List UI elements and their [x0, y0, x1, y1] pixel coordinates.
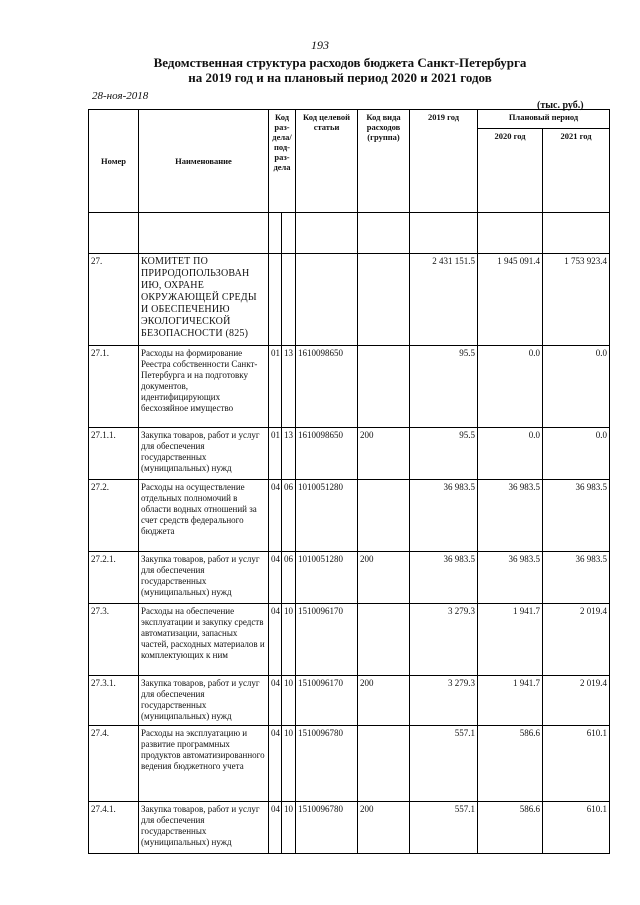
- row-value-2021: 36 983.5: [543, 552, 610, 604]
- table-row: [89, 802, 610, 854]
- row-value-2019: 36 983.5: [410, 552, 478, 604]
- row-subsection: 10: [282, 802, 296, 854]
- table-row: [89, 428, 610, 480]
- col-target-header: Код целевой статьи: [296, 110, 358, 213]
- row-expense-type: [358, 480, 410, 552]
- row-expense-type: [358, 346, 410, 428]
- row-value-2021: 610.1: [543, 726, 610, 802]
- col-expense-type-header: Код вида расходов (группа): [358, 110, 410, 213]
- table-row: [89, 552, 610, 604]
- row-number: 27.4.: [89, 726, 139, 802]
- col-2020-header: 2020 год: [478, 129, 543, 213]
- col-section-header: Код раз- дела/ под- раз- дела: [269, 110, 296, 213]
- row-expense-type: 200: [358, 676, 410, 726]
- row-value-2019: 95.5: [410, 428, 478, 480]
- row-name: Расходы на формирование Реестра собственности Санкт-Петербурга и на подготовку документов, идентифицирующих бесхозяйное имущество: [139, 346, 269, 428]
- row-value-2020: 36 983.5: [478, 552, 543, 604]
- row-value-2020: 1 945 091.4: [478, 254, 543, 346]
- row-value-2019: 2 431 151.5: [410, 254, 478, 346]
- document-date: 28-ноя-2018: [92, 90, 149, 102]
- col-name-header: Наименование: [139, 110, 269, 213]
- col-number-header: Номер: [89, 110, 139, 213]
- row-subsection: 10: [282, 604, 296, 676]
- row-section: 04: [269, 604, 282, 676]
- table-row: [89, 676, 610, 726]
- row-target: 1610098650: [296, 428, 358, 480]
- row-value-2019: 95.5: [410, 346, 478, 428]
- row-number: 27.: [89, 254, 139, 346]
- row-number: 27.3.1.: [89, 676, 139, 726]
- row-number: 27.2.: [89, 480, 139, 552]
- row-expense-type: [358, 726, 410, 802]
- row-number: 27.1.: [89, 346, 139, 428]
- row-name: Расходы на эксплуатацию и развитие программных продуктов автоматизированного ведения бюджетного учета: [139, 726, 269, 802]
- row-value-2020: 586.6: [478, 802, 543, 854]
- row-section: 01: [269, 346, 282, 428]
- row-name: Закупка товаров, работ и услуг для обеспечения государственных (муниципальных) нужд: [139, 802, 269, 854]
- row-value-2019: 36 983.5: [410, 480, 478, 552]
- units-label: (тыс. руб.): [537, 100, 584, 111]
- row-number: 27.4.1.: [89, 802, 139, 854]
- title-line-1: Ведомственная структура расходов бюджета Санкт-Петербурга: [153, 55, 527, 70]
- row-expense-type: 200: [358, 552, 410, 604]
- row-value-2021: 2 019.4: [543, 604, 610, 676]
- row-value-2019: 3 279.3: [410, 604, 478, 676]
- header-row: [89, 110, 610, 129]
- row-number: 27.1.1.: [89, 428, 139, 480]
- table-row: [89, 726, 610, 802]
- col-2019-header: 2019 год: [410, 110, 478, 213]
- row-target: 1010051280: [296, 480, 358, 552]
- page-number: 193: [311, 38, 329, 52]
- row-value-2020: 0.0: [478, 346, 543, 428]
- document-title: [150, 55, 530, 85]
- row-name: Расходы на обеспечение эксплуатации и закупку средств автоматизации, запасных частей, расходных материалов и комплектующих к ним: [139, 604, 269, 676]
- row-value-2020: 36 983.5: [478, 480, 543, 552]
- row-name: Закупка товаров, работ и услуг для обеспечения государственных (муниципальных) нужд: [139, 428, 269, 480]
- row-target: 1510096170: [296, 676, 358, 726]
- row-expense-type: 200: [358, 428, 410, 480]
- row-target: [296, 254, 358, 346]
- row-value-2021: 0.0: [543, 428, 610, 480]
- row-value-2019: 557.1: [410, 802, 478, 854]
- row-target: 1010051280: [296, 552, 358, 604]
- row-expense-type: 200: [358, 802, 410, 854]
- row-subsection: 06: [282, 480, 296, 552]
- row-name: Закупка товаров, работ и услуг для обеспечения государственных (муниципальных) нужд: [139, 552, 269, 604]
- row-subsection: 13: [282, 428, 296, 480]
- row-number: 27.2.1.: [89, 552, 139, 604]
- row-section: 04: [269, 726, 282, 802]
- row-name: Расходы на осуществление отдельных полномочий в области водных отношений за счет средств федерального бюджета: [139, 480, 269, 552]
- row-value-2020: 0.0: [478, 428, 543, 480]
- row-value-2020: 1 941.7: [478, 604, 543, 676]
- row-subsection: [282, 254, 296, 346]
- row-section: 01: [269, 428, 282, 480]
- table-row: [89, 254, 610, 346]
- row-section: 04: [269, 480, 282, 552]
- row-subsection: 13: [282, 346, 296, 428]
- row-subsection: 10: [282, 676, 296, 726]
- row-value-2021: 0.0: [543, 346, 610, 428]
- row-value-2021: 610.1: [543, 802, 610, 854]
- row-name: КОМИТЕТ ПО ПРИРОДОПОЛЬЗОВАН ИЮ, ОХРАНЕ ОКРУЖАЮЩЕЙ СРЕДЫ И ОБЕСПЕЧЕНИЮ ЭКОЛОГИЧЕСКОЙ БЕЗОПАСНОСТИ (825): [139, 254, 269, 346]
- row-expense-type: [358, 254, 410, 346]
- row-value-2019: 3 279.3: [410, 676, 478, 726]
- row-number: 27.3.: [89, 604, 139, 676]
- row-subsection: 06: [282, 552, 296, 604]
- row-value-2021: 1 753 923.4: [543, 254, 610, 346]
- row-target: 1510096170: [296, 604, 358, 676]
- row-value-2021: 36 983.5: [543, 480, 610, 552]
- col-plan-period-header: Плановый период: [478, 110, 610, 129]
- row-value-2021: 2 019.4: [543, 676, 610, 726]
- row-section: [269, 254, 282, 346]
- row-value-2020: 1 941.7: [478, 676, 543, 726]
- row-subsection: 10: [282, 726, 296, 802]
- row-section: 04: [269, 676, 282, 726]
- row-target: 1610098650: [296, 346, 358, 428]
- row-target: 1510096780: [296, 726, 358, 802]
- row-value-2020: 586.6: [478, 726, 543, 802]
- budget-table: [88, 109, 610, 854]
- row-section: 04: [269, 802, 282, 854]
- col-2021-header: 2021 год: [543, 129, 610, 213]
- row-target: 1510096780: [296, 802, 358, 854]
- title-line-2: на 2019 год и на плановый период 2020 и 2021 годов: [188, 70, 492, 85]
- table-row: [89, 480, 610, 552]
- row-expense-type: [358, 604, 410, 676]
- table-row: [89, 346, 610, 428]
- row-section: 04: [269, 552, 282, 604]
- spacer-row: [89, 213, 610, 254]
- table-row: [89, 604, 610, 676]
- row-name: Закупка товаров, работ и услуг для обеспечения государственных (муниципальных) нужд: [139, 676, 269, 726]
- row-value-2019: 557.1: [410, 726, 478, 802]
